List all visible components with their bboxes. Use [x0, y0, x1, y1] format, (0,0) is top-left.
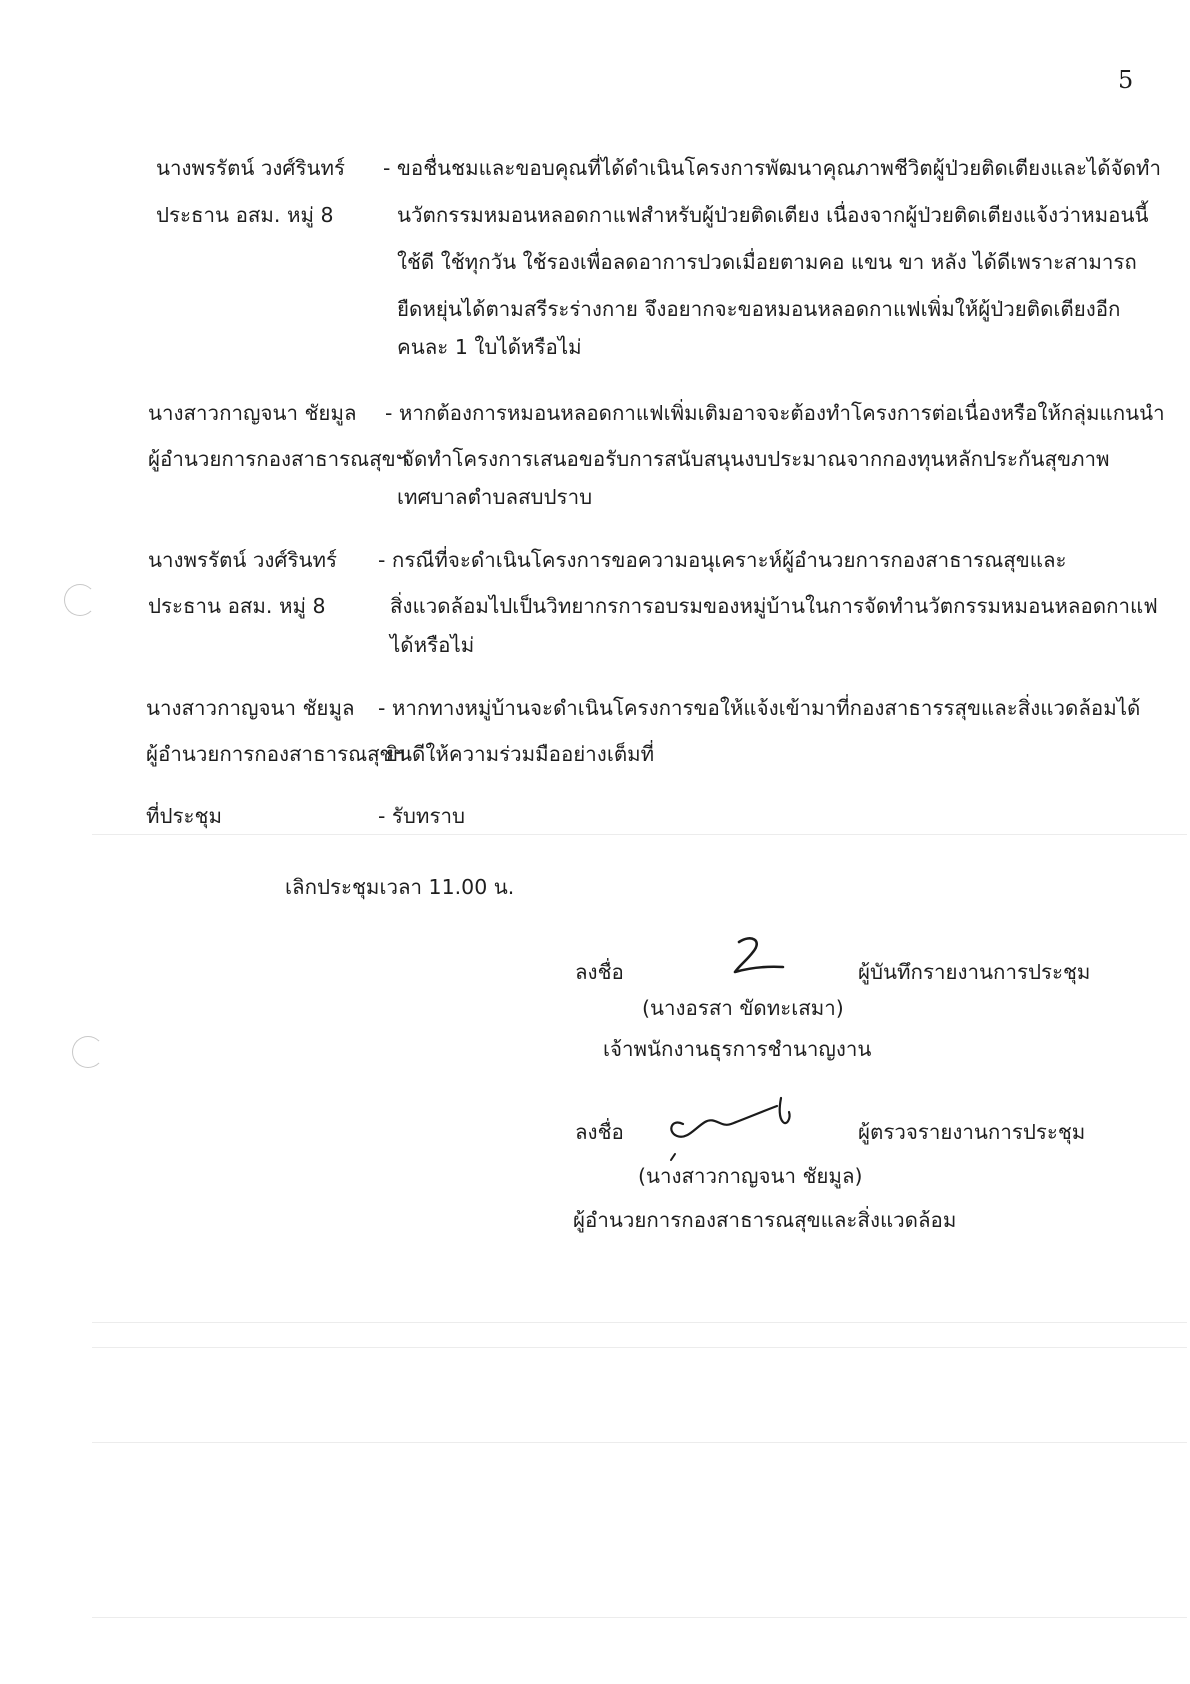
statement-line: คนละ 1 ใบได้หรือไม่ — [397, 335, 582, 359]
scan-artifact-line — [92, 1322, 1187, 1323]
statement-line: - รับทราบ — [378, 804, 465, 828]
scan-artifact-line — [92, 834, 1187, 835]
speaker-name: นางพรรัตน์ วงศ์รินทร์ — [148, 548, 337, 572]
statement-line: จัดทำโครงการเสนอขอรับการสนับสนุนงบประมาณจากกองทุนหลักประกันสุขภาพ — [402, 447, 1110, 471]
statement-line: - หากทางหมู่บ้านจะดำเนินโครงการขอให้แจ้งเข้ามาที่กองสาธารรสุขและสิ่งแวดล้อมได้ — [378, 696, 1141, 720]
signature-role-label: ผู้บันทึกรายงานการประชุม — [858, 960, 1091, 984]
handwritten-signature — [725, 932, 789, 978]
punch-hole-mark — [72, 1036, 104, 1068]
statement-line: นวัตกรรมหมอนหลอดกาแฟสำหรับผู้ป่วยติดเตียง เนื่องจากผู้ป่วยติดเตียงแจ้งว่าหมอนนี้ — [397, 203, 1149, 227]
signatory-position: เจ้าพนักงานธุรการชำนาญงาน — [603, 1037, 872, 1061]
page-number: 5 — [1118, 66, 1134, 94]
sign-label: ลงชื่อ — [575, 960, 624, 984]
handwritten-signature — [655, 1092, 805, 1164]
speaker-name: นางสาวกาญจนา ชัยมูล — [146, 696, 355, 720]
speaker-name: นางสาวกาญจนา ชัยมูล — [148, 401, 357, 425]
scan-artifact-line — [92, 1442, 1187, 1443]
speaker-role: ผู้อำนวยการกองสาธารณสุขฯ — [148, 447, 408, 471]
punch-hole-mark — [64, 584, 96, 616]
statement-line: ยินดีให้ความร่วมมืออย่างเต็มที่ — [386, 742, 655, 766]
meeting-closing-time: เลิกประชุมเวลา 11.00 น. — [285, 875, 515, 899]
sign-label: ลงชื่อ — [575, 1120, 624, 1144]
speaker-role: ผู้อำนวยการกองสาธารณสุขฯ — [146, 742, 406, 766]
statement-line: - ขอชื่นชมและขอบคุณที่ได้ดำเนินโครงการพัฒนาคุณภาพชีวิตผู้ป่วยติดเตียงและได้จัดทำ — [383, 156, 1161, 180]
signatory-position: ผู้อำนวยการกองสาธารณสุขและสิ่งแวดล้อม — [573, 1208, 957, 1232]
statement-line: ใช้ดี ใช้ทุกวัน ใช้รองเพื่อลดอาการปวดเมื่อยตามคอ แขน ขา หลัง ได้ดีเพราะสามารถ — [397, 250, 1137, 274]
signature-role-label: ผู้ตรวจรายงานการประชุม — [858, 1120, 1086, 1144]
speaker-role: ประธาน อสม. หมู่ 8 — [148, 594, 326, 618]
signatory-name: (นางอรสา ขัดทะเสมา) — [642, 996, 844, 1020]
speaker-name: ที่ประชุม — [146, 804, 222, 828]
statement-line: สิ่งแวดล้อมไปเป็นวิทยากรการอบรมของหมู่บ้านในการจัดทำนวัตกรรมหมอนหลอดกาแฟ — [390, 594, 1158, 618]
statement-line: ยืดหยุ่นได้ตามสรีระร่างกาย จึงอยากจะขอหมอนหลอดกาแฟเพิ่มให้ผู้ป่วยติดเตียงอีก — [397, 297, 1121, 321]
statement-line: ได้หรือไม่ — [390, 633, 475, 657]
statement-line: เทศบาลตำบลสบปราบ — [397, 485, 593, 509]
speaker-role: ประธาน อสม. หมู่ 8 — [156, 203, 334, 227]
statement-line: - หากต้องการหมอนหลอดกาแฟเพิ่มเติมอาจจะต้องทำโครงการต่อเนื่องหรือให้กลุ่มแกนนำ — [385, 401, 1165, 425]
scan-artifact-line — [92, 1347, 1187, 1348]
scan-artifact-line — [92, 1617, 1187, 1618]
speaker-name: นางพรรัตน์ วงศ์รินทร์ — [156, 156, 345, 180]
statement-line: - กรณีที่จะดำเนินโครงการขอความอนุเคราะห์ผู้อำนวยการกองสาธารณสุขและ — [378, 548, 1067, 572]
signatory-name: (นางสาวกาญจนา ชัยมูล) — [638, 1164, 863, 1188]
